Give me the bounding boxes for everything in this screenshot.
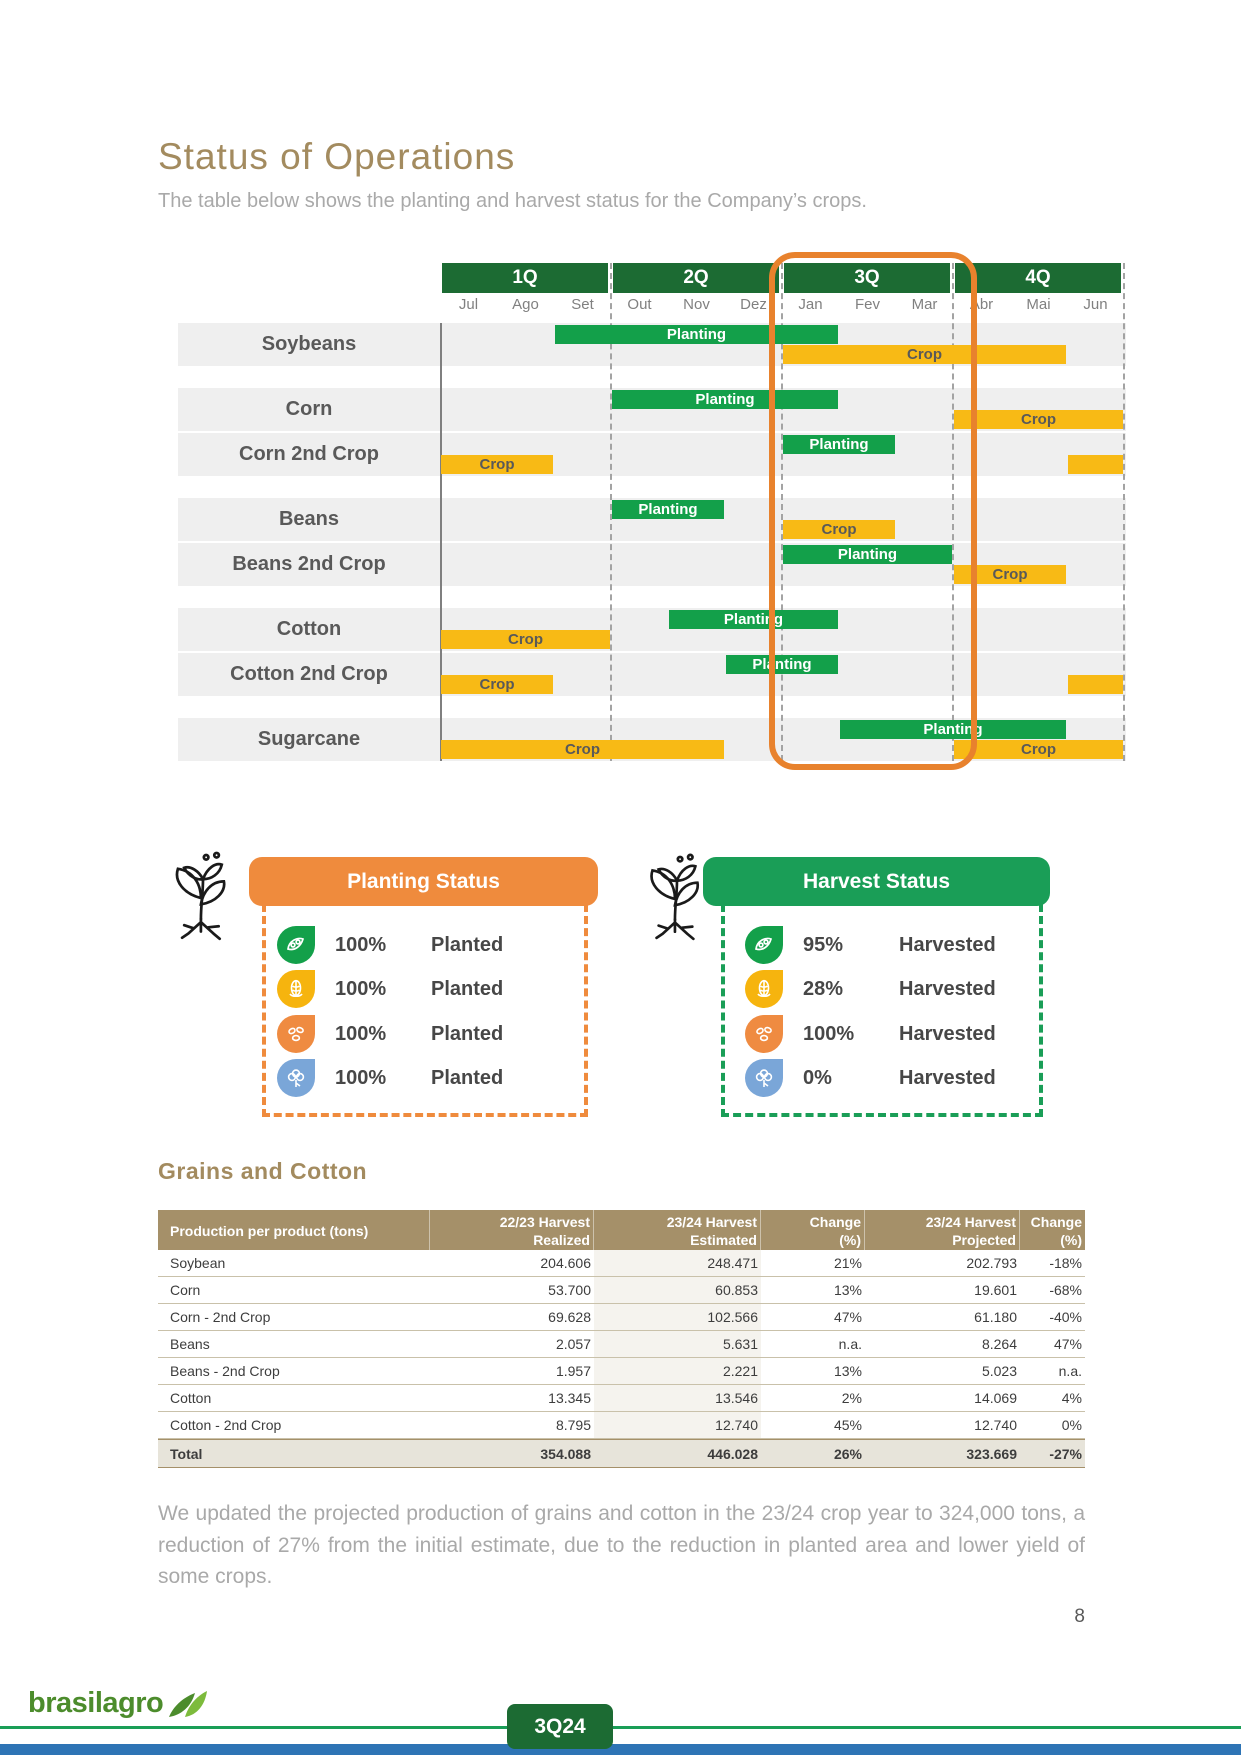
crop-bar: Crop (783, 520, 895, 539)
harvest-label: Harvested (899, 1022, 996, 1045)
table-header-cell: 22/23 Harvest Realized (430, 1210, 594, 1250)
quarter-gridline (1123, 263, 1125, 761)
crop-bar (1068, 675, 1123, 694)
planting-pct: 100% (335, 1022, 387, 1045)
table-cell: 4% (1061, 1390, 1082, 1406)
planting-pct: 100% (335, 977, 387, 1000)
planting-bar: Planting (783, 435, 895, 454)
quarter-header-2q: 2Q (613, 263, 779, 293)
table-cell: 2.057 (555, 1336, 591, 1352)
legend-item-planting-cotton (277, 1059, 503, 1097)
month-label-jan: Jan (798, 296, 823, 313)
table-cell: 13% (833, 1363, 862, 1379)
legend-item-harvest-beans (745, 1015, 996, 1053)
table-header-cell: 23/24 Harvest Estimated (594, 1210, 761, 1250)
beans-icon (277, 1015, 315, 1053)
table-cell: 202.793 (966, 1255, 1017, 1271)
crop-bar: Crop (441, 630, 610, 649)
table-cell: Corn (170, 1282, 201, 1298)
page-title: Status of Operations (158, 136, 516, 177)
gantt-row-label: Cotton 2nd Crop (230, 663, 388, 685)
table-row (158, 1385, 1085, 1412)
harvest-pct: 0% (803, 1066, 832, 1089)
table-cell: Beans - 2nd Crop (170, 1363, 280, 1379)
gantt-row-label: Soybeans (261, 333, 357, 355)
planting-pct: 100% (335, 933, 387, 956)
table-cell: n.a. (1058, 1363, 1082, 1379)
table-cell: 13.546 (594, 1385, 761, 1411)
planting-bar: Planting (669, 610, 838, 629)
table-header-row (158, 1210, 1085, 1250)
legend-item-planting-beans (277, 1015, 503, 1053)
quarter-header-1q: 1Q (442, 263, 608, 293)
month-label-nov: Nov (683, 296, 710, 313)
production-table (158, 1210, 1085, 1468)
planting-label: Planted (431, 1022, 504, 1045)
harvest-pct: 28% (803, 977, 844, 1000)
seedling-icon (160, 850, 246, 944)
table-header-cell: 23/24 Harvest Projected (865, 1210, 1020, 1250)
footer-rule (0, 1726, 1241, 1729)
crop-bar (1068, 455, 1123, 474)
planting-label: Planted (431, 977, 504, 1000)
table-cell: -18% (1049, 1255, 1082, 1271)
planting-bar: Planting (840, 720, 1066, 739)
table-cell: 5.631 (594, 1331, 761, 1357)
table-cell: 204.606 (540, 1255, 591, 1271)
table-total-cell: Total (170, 1445, 203, 1462)
gantt-axis-line (440, 323, 442, 761)
table-cell: Beans (170, 1336, 210, 1352)
table-cell: 53.700 (548, 1282, 591, 1298)
table-cell: 12.740 (974, 1417, 1017, 1433)
table-cell: 69.628 (548, 1309, 591, 1325)
quarter-badge: 3Q24 (507, 1704, 613, 1749)
table-cell: 19.601 (974, 1282, 1017, 1298)
table-cell: 21% (833, 1255, 862, 1271)
planting-bar: Planting (612, 390, 838, 409)
month-label-jul: Jul (458, 296, 479, 313)
month-label-ago: Ago (512, 296, 539, 313)
month-label-out: Out (627, 296, 652, 313)
month-label-set: Set (571, 296, 594, 313)
planting-bar: Planting (612, 500, 724, 519)
legend-item-harvest-corn (745, 970, 996, 1008)
table-cell: 12.740 (594, 1412, 761, 1438)
table-header-cell: Change (%) (761, 1210, 865, 1250)
harvest-pct: 100% (803, 1022, 855, 1045)
table-cell: Soybean (170, 1255, 226, 1271)
table-row (158, 1250, 1085, 1277)
table-cell: 5.023 (981, 1363, 1017, 1379)
legend-item-harvest-soybean (745, 926, 996, 964)
table-cell: Cotton - 2nd Crop (170, 1417, 282, 1433)
table-cell: 2% (841, 1390, 862, 1406)
crop-bar: Crop (441, 455, 553, 474)
planting-label: Planted (431, 1066, 504, 1089)
table-cell: 248.471 (594, 1250, 761, 1276)
body-paragraph: We updated the projected production of grains and cotton in the 23/24 crop year to 324,000 tons, a reduction of 27% from the initial estimate, due to the reduction in planted area and lower yield of some crops. (158, 1502, 1085, 1588)
section-title-grains-and-cotton: Grains and Cotton (158, 1158, 368, 1184)
table-cell: 8.795 (555, 1417, 591, 1433)
planting-status-header: Planting Status (249, 857, 598, 906)
table-total-cell: 446.028 (707, 1445, 758, 1462)
crop-bar: Crop (441, 675, 553, 694)
gantt-row-label: Corn 2nd Crop (239, 443, 379, 465)
table-cell: 47% (1053, 1336, 1082, 1352)
gantt-row-label: Beans (278, 508, 340, 530)
table-header-cell: Production per product (tons) (158, 1210, 430, 1250)
table-cell: 60.853 (594, 1277, 761, 1303)
table-cell: 2.221 (594, 1358, 761, 1384)
soybean-icon (745, 926, 783, 964)
logo-leaf-icon (167, 1688, 209, 1718)
table-row (158, 1277, 1085, 1304)
planting-bar: Planting (726, 655, 838, 674)
table-cell: 13.345 (548, 1390, 591, 1406)
table-total-row (158, 1439, 1085, 1468)
footer-blue-strip (0, 1744, 1241, 1755)
planting-pct: 100% (335, 1066, 387, 1089)
page-number: 8 (1074, 1606, 1085, 1627)
planting-label: Planted (431, 933, 504, 956)
quarter-header-4q: 4Q (955, 263, 1121, 293)
table-cell: 61.180 (974, 1309, 1017, 1325)
corn-icon (277, 970, 315, 1008)
table-row (158, 1304, 1085, 1331)
harvest-label: Harvested (899, 933, 996, 956)
corn-icon (745, 970, 783, 1008)
soybean-icon (277, 926, 315, 964)
crop-bar: Crop (441, 740, 724, 759)
harvest-label: Harvested (899, 977, 996, 1000)
table-cell: -40% (1049, 1309, 1082, 1325)
gantt-row-label: Sugarcane (257, 728, 361, 750)
table-cell: 45% (833, 1417, 862, 1433)
page-subtitle: The table below shows the planting and harvest status for the Company’s crops. (158, 190, 867, 212)
crop-bar: Crop (954, 410, 1123, 429)
month-label-mai: Mai (1026, 296, 1051, 313)
planting-bar: Planting (555, 325, 838, 344)
quarter-highlight-3q (769, 252, 977, 770)
month-label-fev: Fev (854, 296, 880, 313)
legend-item-planting-corn (277, 970, 503, 1008)
table-cell: 47% (833, 1309, 862, 1325)
cotton-icon (745, 1059, 783, 1097)
month-label-jun: Jun (1083, 296, 1108, 313)
table-cell: Cotton (170, 1390, 212, 1406)
harvest-label: Harvested (899, 1066, 996, 1089)
table-cell: 102.566 (594, 1304, 761, 1330)
table-row (158, 1412, 1085, 1439)
table-cell: -68% (1049, 1282, 1082, 1298)
table-cell: n.a. (838, 1336, 862, 1352)
table-cell: Corn - 2nd Crop (170, 1309, 271, 1325)
table-total-cell: 26% (833, 1445, 862, 1462)
crop-bar: Crop (954, 740, 1123, 759)
month-label-dez: Dez (740, 296, 767, 313)
beans-icon (745, 1015, 783, 1053)
month-label-mar: Mar (911, 296, 938, 313)
cotton-icon (277, 1059, 315, 1097)
brasilagro-logo (28, 1688, 209, 1718)
gantt-row-label: Beans 2nd Crop (232, 553, 386, 575)
planting-bar: Planting (783, 545, 952, 564)
logo-wordmark: brasilagro (28, 1687, 164, 1719)
table-total-cell: -27% (1049, 1445, 1082, 1462)
crop-bar: Crop (954, 565, 1066, 584)
harvest-pct: 95% (803, 933, 844, 956)
table-cell: 14.069 (974, 1390, 1017, 1406)
table-header-cell: Change (%) (1020, 1210, 1085, 1250)
table-cell: 13% (833, 1282, 862, 1298)
crop-bar: Crop (783, 345, 1066, 364)
table-row (158, 1331, 1085, 1358)
gantt-row-label: Cotton (276, 618, 342, 640)
table-cell: 8.264 (981, 1336, 1017, 1352)
table-total-cell: 323.669 (966, 1445, 1017, 1462)
month-label-abr: Abr (969, 296, 994, 313)
legend-item-planting-soybean (277, 926, 503, 964)
quarter-header-3q: 3Q (784, 263, 950, 293)
harvest-status-header: Harvest Status (703, 857, 1050, 906)
table-cell: 1.957 (555, 1363, 591, 1379)
table-total-cell: 354.088 (540, 1445, 591, 1462)
table-cell: 0% (1061, 1417, 1082, 1433)
table-row (158, 1358, 1085, 1385)
gantt-row-label: Corn (285, 398, 333, 420)
legend-item-harvest-cotton (745, 1059, 996, 1097)
